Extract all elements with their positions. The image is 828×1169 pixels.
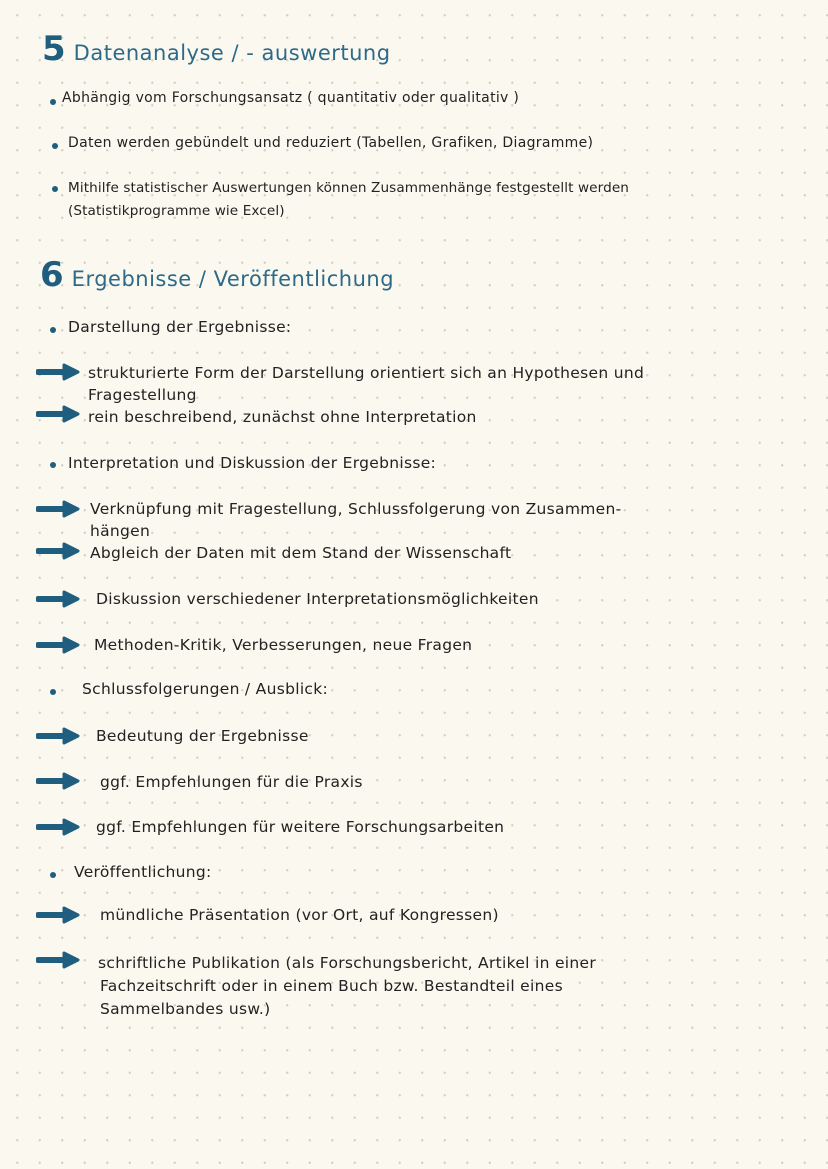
section-5-number: 5 [42, 29, 66, 69]
section-6-title: Ergebnisse / Veröffentlichung [71, 267, 395, 291]
veroeffentlichung-item-2-continued: Fachzeitschrift oder in einem Buch bzw. Bestandteil eines [100, 977, 563, 995]
section-5-bullet-3-continued: (Statistikprogramme wie Excel) [68, 203, 285, 219]
interpretation-item-4: Methoden-Kritik, Verbesserungen, neue Fragen [94, 636, 473, 654]
veroeffentlichung-item-2-continued-2: Sammelbandes usw.) [100, 1000, 271, 1018]
arrow-right-icon [36, 500, 82, 518]
veroeffentlichung-item-2: schriftliche Publikation (als Forschungsbericht, Artikel in einer [98, 954, 597, 972]
interpretation-item-1-continued: hängen [90, 522, 151, 540]
arrow-right-icon [36, 772, 82, 790]
schlussfolgerungen-item-1: Bedeutung der Ergebnisse [96, 727, 309, 745]
section-5-heading [42, 29, 391, 69]
arrow-right-icon [36, 542, 82, 560]
section-6-number: 6 [40, 255, 64, 295]
bullet-dot-icon [52, 143, 58, 149]
interpretation-item-1: Verknüpfung mit Fragestellung, Schlussfolgerung von Zusammen- [90, 500, 622, 518]
arrow-right-icon [36, 363, 82, 381]
interpretation-item-2: Abgleich der Daten mit dem Stand der Wissenschaft [90, 544, 512, 562]
schlussfolgerungen-item-3: ggf. Empfehlungen für weitere Forschungsarbeiten [96, 818, 505, 836]
bullet-dot-icon [50, 99, 56, 105]
group-heading-darstellung: Darstellung der Ergebnisse: [68, 318, 292, 336]
section-5-bullet-3: Mithilfe statistischer Auswertungen können Zusammenhänge festgestellt werden [68, 180, 629, 196]
darstellung-item-1: strukturierte Form der Darstellung orientiert sich an Hypothesen und [88, 364, 645, 382]
interpretation-item-3: Diskussion verschiedener Interpretationsmöglichkeiten [96, 590, 539, 608]
bullet-dot-icon [52, 186, 58, 192]
arrow-right-icon [36, 951, 82, 969]
bullet-dot-icon [50, 327, 56, 333]
arrow-right-icon [36, 727, 82, 745]
arrow-right-icon [36, 818, 82, 836]
bullet-dot-icon [50, 462, 56, 468]
arrow-right-icon [36, 405, 82, 423]
darstellung-item-2: rein beschreibend, zunächst ohne Interpretation [88, 408, 477, 426]
group-heading-interpretation: Interpretation und Diskussion der Ergebnisse: [68, 454, 437, 472]
arrow-right-icon [36, 590, 82, 608]
group-heading-schlussfolgerungen: Schlussfolgerungen / Ausblick: [82, 680, 329, 698]
bullet-dot-icon [50, 689, 56, 695]
bullet-dot-icon [50, 872, 56, 878]
section-5-bullet-1: Abhängig vom Forschungsansatz ( quantitativ oder qualitativ ) [62, 90, 520, 106]
section-5-title: Datenanalyse / - auswertung [73, 41, 391, 65]
darstellung-item-1-continued: Fragestellung [88, 386, 197, 404]
arrow-right-icon [36, 906, 82, 924]
arrow-right-icon [36, 636, 82, 654]
veroeffentlichung-item-1: mündliche Präsentation (vor Ort, auf Kongressen) [100, 906, 499, 924]
group-heading-veroeffentlichung: Veröffentlichung: [74, 863, 212, 881]
section-5-bullet-2: Daten werden gebündelt und reduziert (Tabellen, Grafiken, Diagramme) [68, 135, 594, 151]
schlussfolgerungen-item-2: ggf. Empfehlungen für die Praxis [100, 773, 363, 791]
section-6-heading [40, 255, 395, 295]
